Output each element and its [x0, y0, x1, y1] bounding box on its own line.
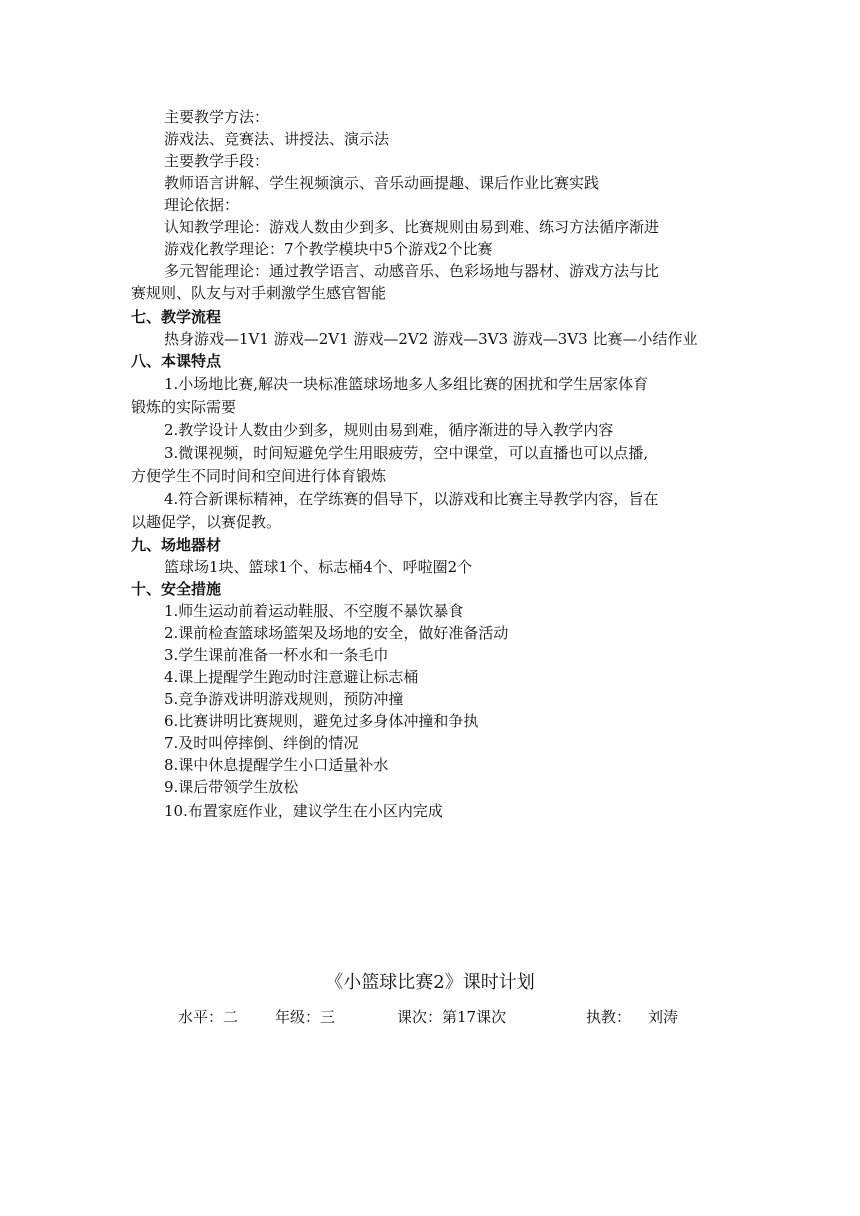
- section-9-heading: 九、场地器材: [131, 536, 222, 554]
- teacher-label: 执教：: [586, 1008, 632, 1026]
- feature-3-line2: 方便学生不同时间和空间进行体育锻炼: [131, 467, 387, 485]
- theory-cognitive: 认知教学理论：游戏人数由少到多、比赛规则由易到难、练习方法循序渐进: [164, 218, 660, 236]
- theory-multiple-intelligence-line1: 多元智能理论：通过教学语言、动感音乐、色彩场地与器材、游戏方法与比: [164, 262, 660, 280]
- theory-multiple-intelligence-line2: 赛规则、队友与对手刺激学生感官智能: [131, 284, 387, 302]
- safety-item: 8.课中休息提醒学生小口适量补水: [164, 756, 389, 774]
- section-7-heading: 七、教学流程: [131, 308, 222, 326]
- safety-item: 9.课后带领学生放松: [164, 778, 299, 796]
- theory-gamification: 游戏化教学理论：7个教学模块中5个游戏2个比赛: [164, 240, 493, 258]
- safety-item: 1.师生运动前着运动鞋服、不空腹不暴饮暴食: [164, 602, 464, 620]
- method-heading: 主要教学方法：: [164, 108, 270, 126]
- section-10-heading: 十、安全措施: [131, 580, 222, 598]
- feature-1-line1: 1.小场地比赛,解决一块标准篮球场地多人多组比赛的困扰和学生居家体育: [164, 375, 649, 393]
- safety-item: 6.比赛讲明比赛规则，避免过多身体冲撞和争执: [164, 712, 479, 730]
- feature-2: 2.教学设计人数由少到多，规则由易到难，循序渐进的导入教学内容: [164, 421, 614, 439]
- teaching-flow: 热身游戏—1V1 游戏—2V1 游戏—2V2 游戏—3V3 游戏—3V3 比赛—小结作业: [164, 330, 698, 348]
- feature-4-line2: 以趣促学，以赛促教。: [131, 513, 282, 531]
- safety-item: 4.课上提醒学生跑动时注意避让标志桶: [164, 668, 419, 686]
- means-text: 教师语言讲解、学生视频演示、音乐动画提趣、课后作业比赛实践: [164, 174, 600, 192]
- venue-equipment: 篮球场1块、篮球1个、标志桶4个、呼啦圈2个: [164, 558, 473, 576]
- grade-label: 年级：三: [275, 1008, 336, 1026]
- safety-item: 2.课前检查篮球场篮架及场地的安全，做好准备活动: [164, 624, 509, 642]
- method-text: 游戏法、竞赛法、讲授法、演示法: [164, 130, 390, 148]
- level-label: 水平：二: [178, 1008, 239, 1026]
- feature-1-line2: 锻炼的实际需要: [131, 398, 237, 416]
- safety-item: 7.及时叫停摔倒、绊倒的情况: [164, 734, 359, 752]
- feature-3-line1: 3.微课视频，时间短避免学生用眼疲劳，空中课堂，可以直播也可以点播,: [164, 444, 649, 462]
- section-8-heading: 八、本课特点: [131, 352, 222, 370]
- safety-item: 10.布置家庭作业，建议学生在小区内完成: [164, 802, 443, 820]
- feature-4-line1: 4.符合新课标精神，在学练赛的倡导下，以游戏和比赛主导教学内容，旨在: [164, 490, 659, 508]
- safety-item: 5.竞争游戏讲明游戏规则，预防冲撞: [164, 690, 404, 708]
- lesson-plan-title: 《小篮球比赛2》课时计划: [325, 972, 535, 993]
- lesson-number-label: 课次：第17课次: [397, 1008, 507, 1026]
- means-heading: 主要教学手段：: [164, 152, 270, 170]
- teacher-name: 刘涛: [648, 1008, 679, 1026]
- theory-heading: 理论依据：: [164, 196, 240, 214]
- safety-item: 3.学生课前准备一杯水和一条毛巾: [164, 646, 389, 664]
